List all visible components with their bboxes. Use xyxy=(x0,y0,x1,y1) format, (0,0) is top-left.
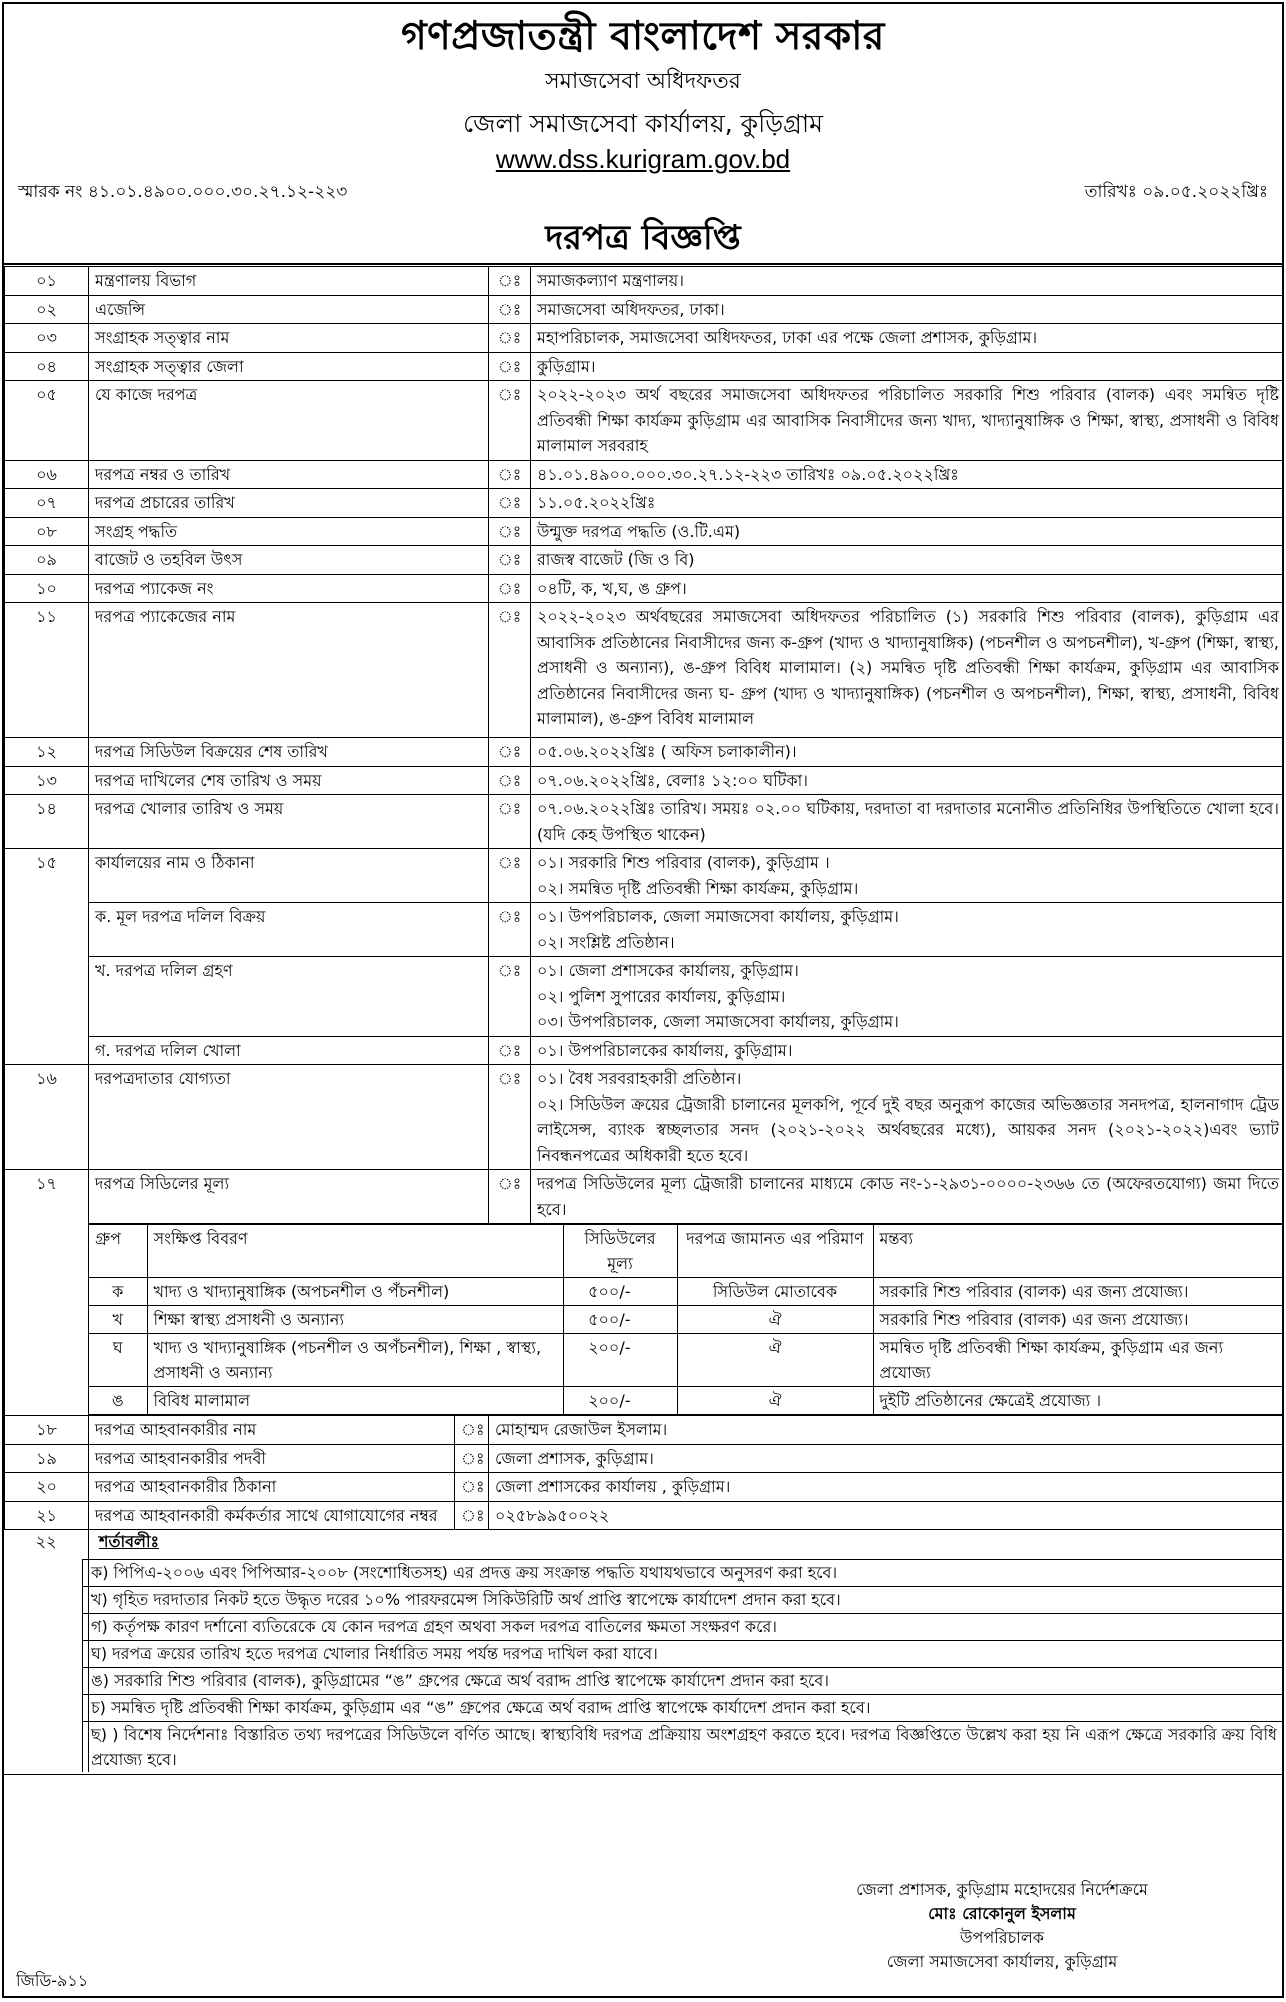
row-colon: ঃ xyxy=(489,795,531,849)
row-colon: ঃ xyxy=(489,460,531,489)
government-title: গণপ্রজাতন্ত্রী বাংলাদেশ সরকার xyxy=(401,14,885,59)
group-deposit: ঐ xyxy=(677,1306,873,1334)
tender-details-table xyxy=(4,266,1284,1416)
row-colon: ঃ xyxy=(489,295,531,324)
tender-notice-page xyxy=(2,2,1284,1998)
row-value: উন্মুক্ত দরপত্র পদ্ধতি (ও.টি.এম) xyxy=(531,517,1285,546)
row-colon: ঃ xyxy=(489,267,531,296)
row-label: দরপত্র আহবানকারীর ঠিকানা xyxy=(89,1473,455,1502)
row-value: ০২৫৮৯৯৫০০২২ xyxy=(489,1501,1285,1530)
divider xyxy=(4,263,1282,265)
row-colon: ঃ xyxy=(489,738,531,767)
row-serial: ১২ xyxy=(5,738,89,767)
row-label: দরপত্র প্যাকেজ নং xyxy=(89,574,489,603)
row-value: ২০২২-২০২৩ অর্থ বছরের সমাজসেবা অধিদফতর পরিচালিত সরকারি শিশু পরিবার (বালক) এবং সমন্বিত দৃষ্টি প্রতিবন্ধী শিক্ষা কার্যক্রম কুড়িগ্রাম এর আবাসিক নিবাসীদের জন্য খাদ্য, খাদ্যানুষাঙ্গিক ও শিক্ষা, স্বাস্থ্য, প্রসাধনী ও বিবিধ মালামাল সরবরাহ xyxy=(531,381,1285,461)
table-row xyxy=(5,295,1285,324)
group-description: খাদ্য ও খাদ্যানুষাঙ্গিক (অপচনশীল ও পঁচনশীল) xyxy=(147,1278,563,1306)
row-serial: ০৭ xyxy=(5,489,89,518)
row-colon: ঃ xyxy=(489,903,531,957)
row-value xyxy=(531,903,1285,957)
value-line: ০৩। উপপরিচালক, জেলা সমাজসেবা কার্যালয়, কুড়িগ্রাম। xyxy=(537,1012,899,1031)
row-colon: ঃ xyxy=(455,1444,489,1473)
row-serial: ১৩ xyxy=(5,766,89,795)
table-row xyxy=(5,795,1285,849)
row-label: দরপত্র আহবানকারীর পদবী xyxy=(89,1444,455,1473)
row-label: বাজেট ও তহবিল উৎস xyxy=(89,546,489,575)
group-header-row xyxy=(89,1225,1284,1278)
conditions-list xyxy=(82,1559,1284,1772)
group-remark: সরকারি শিশু পরিবার (বালক) এর জন্য প্রযোজ্য। xyxy=(873,1306,1284,1334)
row-label: দরপত্র প্যাকেজের নাম xyxy=(89,603,489,738)
gd-number: জিডি-৯১১ xyxy=(16,1971,89,1990)
row-value: ২০২২-২০২৩ অর্থবছরের সমাজসেবা অধিদফতর পরিচালিত (১) সরকারি শিশু পরিবার (বালক), কুড়িগ্রাম এর আবাসিক প্রতিষ্ঠানের নিবাসীদের জন্য ক-গ্রুপ (খাদ্য ও খাদ্যানুষাঙ্গিক) (পচনশীল ও অপচনশীল), খ-গ্রুপ (শিক্ষা, স্বাস্থ্য, প্রসাধনী ও অন্যান্য), ঙ-গ্রুপ বিবিধ মালামাল। (২) সমন্বিত দৃষ্টি প্রতিবন্ধী শিক্ষা কার্যক্রম, কুড়িগ্রাম এর আবাসিক প্রতিষ্ঠানের নিবাসীদের জন্য ঘ- গ্রুপ (খাদ্য ও খাদ্যানুষাঙ্গিক) (পচনশীল ও অপচনশীল), শিক্ষা, স্বাস্থ্য, প্রসাধনী, বিবিধ মালামাল), ঙ-গ্রুপ বিবিধ মালামাল xyxy=(531,603,1285,738)
row-label: দরপত্র খোলার তারিখ ও সময় xyxy=(89,795,489,849)
signatory-office: জেলা সমাজসেবা কার্যালয়, কুড়িগ্রাম xyxy=(886,1952,1118,1971)
row-serial: ০২ xyxy=(5,295,89,324)
value-line: ০১। জেলা প্রশাসকের কার্যালয়, কুড়িগ্রাম। xyxy=(537,961,799,980)
condition-item: খ) গৃহিত দরদাতার নিকট হতে উদ্ধৃত দরের ১০% পারফরমেন্স সিকিউরিটি অর্থ প্রাপ্তি স্বাপেক্ষে কার্যাদেশ প্রদান করা হবে। xyxy=(83,1586,1284,1613)
row-value xyxy=(531,849,1285,903)
group-remark: সমন্বিত দৃষ্টি প্রতিবন্ধী শিক্ষা কার্যক্রম, কুড়িগ্রাম এর জন্য প্রযোজ্য xyxy=(873,1334,1284,1387)
row-colon: ঃ xyxy=(489,546,531,575)
signatory-designation: উপপরিচালক xyxy=(960,1928,1044,1947)
value-line: ০১। উপপরিচালকের কার্যালয়, কুড়িগ্রাম। xyxy=(537,1040,793,1060)
row-value: ০৭.০৬.২০২২খ্রিঃ, বেলাঃ ১২:০০ ঘটিকা। xyxy=(531,766,1285,795)
row-serial: ১৫ xyxy=(5,849,89,1065)
table-row xyxy=(5,849,1285,903)
signature-block xyxy=(792,1878,1212,1974)
row-serial: ২০ xyxy=(5,1473,89,1502)
conditions-section xyxy=(4,1529,1284,1775)
row-colon: ঃ xyxy=(455,1501,489,1530)
group-code: ঙ xyxy=(89,1387,147,1415)
row-value: দরপত্র সিডিউলের মূল্য ট্রেজারী চালানের মাধ্যমে কোড নং-১-২৯৩১-০০০০-২৩৬৬ তে (অফেরতযোগ্য) জমা দিতে হবে। xyxy=(531,1170,1285,1224)
row-value: কুড়িগ্রাম। xyxy=(531,352,1285,381)
schedule-price-table xyxy=(89,1224,1284,1415)
memo-number: স্মারক নং ৪১.০১.৪৯০০.০০০.৩০.২৭.১২-২২৩ xyxy=(18,182,348,202)
value-line: ০২। পুলিশ সুপারের কার্যালয়, কুড়িগ্রাম। xyxy=(537,986,786,1006)
row-label: দরপত্র সিডিউল বিক্রয়ের শেষ তারিখ xyxy=(89,738,489,767)
condition-item: ক) পিপিএ-২০০৬ এবং পিপিআর-২০০৮ (সংশোধিতসহ) এর প্রদত্ত ক্রয় সংক্রান্ত পদ্ধতি যথাযথভাবে অনুসরণ করা হবে। xyxy=(83,1559,1284,1586)
row-value: ০৫.০৬.২০২২খ্রিঃ ( অফিস চলাকালীন)। xyxy=(531,738,1285,767)
table-row xyxy=(5,352,1285,381)
row-value: রাজস্ব বাজেট (জি ও বি) xyxy=(531,546,1285,575)
row-label: সংগ্রহ পদ্ধতি xyxy=(89,517,489,546)
row-serial: ১৪ xyxy=(5,795,89,849)
row-colon: ঃ xyxy=(489,352,531,381)
group-description: শিক্ষা স্বাস্থ্য প্রসাধনী ও অন্যান্য xyxy=(147,1306,563,1334)
group-deposit: সিডিউল মোতাবেক xyxy=(677,1278,873,1306)
table-row xyxy=(5,460,1285,489)
row-serial: ০৬ xyxy=(5,460,89,489)
row-colon: ঃ xyxy=(489,1170,531,1224)
table-row xyxy=(5,1036,1285,1065)
row-value xyxy=(531,1065,1285,1170)
group-table-cell xyxy=(89,1224,1285,1416)
table-row xyxy=(5,267,1285,296)
condition-item: চ) সমন্বিত দৃষ্টি প্রতিবন্ধী শিক্ষা কার্যক্রম, কুড়িগ্রাম এর “ঙ” গ্রুপের ক্ষেত্রে অর্থ বরাদ্দ প্রাপ্তি স্বাপেক্ষে কার্যাদেশ প্রদান করা হবে। xyxy=(83,1694,1284,1721)
row-value: ১১.০৫.২০২২খ্রিঃ xyxy=(531,489,1285,518)
table-row xyxy=(5,1170,1285,1224)
row-colon: ঃ xyxy=(489,517,531,546)
row-colon: ঃ xyxy=(489,574,531,603)
row-label: এজেন্সি xyxy=(89,295,489,324)
value-line: ০২। সংশ্লিষ্ট প্রতিষ্ঠান। xyxy=(537,932,675,952)
row-serial: ০৯ xyxy=(5,546,89,575)
row-serial: ২১ xyxy=(5,1501,89,1530)
tender-caller-table xyxy=(4,1415,1284,1530)
value-line: ০২। সমন্বিত দৃষ্টি প্রতিবন্ধী শিক্ষা কার্যক্রম, কুড়িগ্রাম। xyxy=(537,878,859,898)
row-serial: ১৬ xyxy=(5,1065,89,1170)
row-label: দরপত্র প্রচারের তারিখ xyxy=(89,489,489,518)
group-deposit: ঐ xyxy=(677,1334,873,1387)
group-column-header: সিডিউলের মূল্য xyxy=(563,1225,677,1278)
table-row xyxy=(5,903,1285,957)
row-label: দরপত্র আহবানকারী কর্মকর্তার সাথে যোগাযোগের নম্বর xyxy=(89,1501,455,1530)
table-row xyxy=(5,324,1285,353)
row-value: সমাজকল্যাণ মন্ত্রণালয়। xyxy=(531,267,1285,296)
signature-directive: জেলা প্রশাসক, কুড়িগ্রাম মহোদয়ের নির্দেশক্রমে xyxy=(856,1880,1148,1899)
row-value: ৪১.০১.৪৯০০.০০০.৩০.২৭.১২-২২৩ তারিখঃ ০৯.০৫.২০২২খ্রিঃ xyxy=(531,460,1285,489)
row-serial: ১১ xyxy=(5,603,89,738)
table-row xyxy=(5,1473,1285,1502)
row-serial: ০৮ xyxy=(5,517,89,546)
group-column-header: দরপত্র জামানত এর পরিমাণ xyxy=(677,1225,873,1278)
row-serial: ১৯ xyxy=(5,1444,89,1473)
table-row xyxy=(5,957,1285,1037)
group-code: ঘ xyxy=(89,1334,147,1387)
group-schedule-price: ২০০/- xyxy=(563,1387,677,1415)
department-name: সমাজসেবা অধিদফতর xyxy=(545,69,741,94)
table-row xyxy=(5,1065,1285,1170)
row-colon: ঃ xyxy=(489,603,531,738)
group-code: ক xyxy=(89,1278,147,1306)
signatory-name: মোঃ রোকোনুল ইসলাম xyxy=(928,1904,1076,1923)
row-serial: ০১ xyxy=(5,267,89,296)
table-row xyxy=(5,546,1285,575)
row-value: জেলা প্রশাসকের কার্যালয় , কুড়িগ্রাম। xyxy=(489,1473,1285,1502)
row-colon: ঃ xyxy=(455,1473,489,1502)
row-label: সংগ্রাহক সত্ত্বার নাম xyxy=(89,324,489,353)
table-row xyxy=(5,738,1285,767)
row-label: খ. দরপত্র দলিল গ্রহণ xyxy=(89,957,489,1037)
row-serial: ১০ xyxy=(5,574,89,603)
row-colon: ঃ xyxy=(489,1065,531,1170)
row-serial: ০৩ xyxy=(5,324,89,353)
row-colon: ঃ xyxy=(489,849,531,903)
conditions-title: শর্তাবলীঃ xyxy=(99,1532,160,1551)
row-colon: ঃ xyxy=(489,381,531,461)
table-row xyxy=(5,574,1285,603)
table-row xyxy=(5,1444,1285,1473)
row-label: সংগ্রাহক সত্ত্বার জেলা xyxy=(89,352,489,381)
row-label: দরপত্র দাখিলের শেষ তারিখ ও সময় xyxy=(89,766,489,795)
value-line: ০১। সরকারি শিশু পরিবার (বালক), কুড়িগ্রাম । xyxy=(537,853,830,872)
condition-item: গ) কর্তৃপক্ষ কারণ দর্শানো ব্যতিরেকে যে কোন দরপত্র গ্রহণ অথবা সকল দরপত্র বাতিলের ক্ষমতা সংক্ষরণ করে। xyxy=(83,1613,1284,1640)
condition-item: ঙ) সরকারি শিশু পরিবার (বালক), কুড়িগ্রামের “ঙ” গ্রুপের ক্ষেত্রে অর্থ বরাদ্দ প্রাপ্তি স্বাপেক্ষে কার্যাদেশ প্রদান করা হবে। xyxy=(83,1667,1284,1694)
row-colon: ঃ xyxy=(489,1036,531,1065)
conditions-serial: ২২ xyxy=(35,1532,57,1551)
row-label: কার্যালয়ের নাম ও ঠিকানা xyxy=(89,849,489,903)
table-row xyxy=(5,603,1285,738)
group-row xyxy=(89,1334,1284,1387)
group-code: খ xyxy=(89,1306,147,1334)
row-value: মোহাম্মদ রেজাউল ইসলাম। xyxy=(489,1416,1285,1445)
row-colon: ঃ xyxy=(489,324,531,353)
row-colon: ঃ xyxy=(455,1416,489,1445)
table-row xyxy=(5,517,1285,546)
office-name: জেলা সমাজসেবা কার্যালয়, কুড়িগ্রাম xyxy=(462,109,823,138)
condition-item: ঘ) দরপত্র ক্রয়ের তারিখ হতে দরপত্র খোলার নির্ধারিত সময় পর্যন্ত দরপত্র দাখিল করা যাবে। xyxy=(83,1640,1284,1667)
website-link[interactable]: www.dss.kurigram.gov.bd xyxy=(495,144,791,174)
row-colon: ঃ xyxy=(489,489,531,518)
row-colon: ঃ xyxy=(489,957,531,1037)
row-label: গ. দরপত্র দলিল খোলা xyxy=(89,1036,489,1065)
row-label: ক. মূল দরপত্র দলিল বিক্রয় xyxy=(89,903,489,957)
table-row xyxy=(5,766,1285,795)
row-serial: ০৪ xyxy=(5,352,89,381)
group-schedule-price: ৫০০/- xyxy=(563,1278,677,1306)
group-column-header: সংক্ষিপ্ত বিবরণ xyxy=(147,1225,563,1278)
group-description: বিবিধ মালামাল xyxy=(147,1387,563,1415)
row-value xyxy=(531,957,1285,1037)
table-row xyxy=(5,1501,1285,1530)
row-value: ০৭.০৬.২০২২খ্রিঃ তারিখ। সময়ঃ ০২.০০ ঘটিকায়, দরদাতা বা দরদাতার মনোনীত প্রতিনিধির উপস্থিতিতে খোলা হবে। (যদি কেহ উপস্থিত থাকেন) xyxy=(531,795,1285,849)
value-line: ০১। উপপরিচালক, জেলা সমাজসেবা কার্যালয়, কুড়িগ্রাম। xyxy=(537,907,899,926)
value-line: ০১। বৈধ সরবরাহকারী প্রতিষ্ঠান। xyxy=(537,1069,742,1088)
group-schedule-price: ৫০০/- xyxy=(563,1306,677,1334)
group-remark: সরকারি শিশু পরিবার (বালক) এর জন্য প্রযোজ্য। xyxy=(873,1278,1284,1306)
notice-title: দরপত্র বিজ্ঞপ্তি xyxy=(545,218,741,258)
row-label: দরপত্রদাতার যোগ্যতা xyxy=(89,1065,489,1170)
row-label: দরপত্র সিডিলের মূল্য xyxy=(89,1170,489,1224)
group-schedule-price: ২০০/- xyxy=(563,1334,677,1387)
row-label: মন্ত্রণালয় বিভাগ xyxy=(89,267,489,296)
row-label: দরপত্র আহবানকারীর নাম xyxy=(89,1416,455,1445)
group-deposit: ঐ xyxy=(677,1387,873,1415)
group-row xyxy=(89,1387,1284,1415)
value-line: ০২। সিডিউল ক্রয়ের ট্রেজারী চালানের মূলকপি, পূর্বে দুই বছর অনুরূপ কাজের অভিজ্ঞতার সনদপত্র, হালনাগাদ ট্রেড লাইসেন্স, ব্যাংক স্বচ্ছলতার সনদ (২০২১-২০২২ অর্থবছরের মধ্যে), আয়কর সনদ (২০২১-২০২২)এবং ভ্যাট নিবন্ধনপত্রের অধিকারী হতে হবে। xyxy=(537,1094,1279,1165)
row-serial: ১৮ xyxy=(5,1416,89,1445)
table-row xyxy=(5,1416,1285,1445)
row-serial: ১৭ xyxy=(5,1170,89,1416)
row-serial: ০৫ xyxy=(5,381,89,461)
row-colon: ঃ xyxy=(489,766,531,795)
row-value: জেলা প্রশাসক, কুড়িগ্রাম। xyxy=(489,1444,1285,1473)
row-label: যে কাজে দরপত্র xyxy=(89,381,489,461)
group-column-header: মন্তব্য xyxy=(873,1225,1284,1278)
notice-date: তারিখঃ ০৯.০৫.২০২২খ্রিঃ xyxy=(1084,182,1268,202)
group-description: খাদ্য ও খাদ্যানুষাঙ্গিক (পচনশীল ও অপঁচনশীল), শিক্ষা , স্বাস্থ্য, প্রসাধনী ও অন্যান্য xyxy=(147,1334,563,1387)
table-row xyxy=(5,489,1285,518)
condition-item: ছ) ) বিশেষ নির্দেশনাঃ বিস্তারিত তথ্য দরপত্রের সিডিউলে বর্ণিত আছে। স্বাস্থ্যবিধি দরপত্র প্রক্রিয়ায় অংশগ্রহণ করতে হবে। দরপত্র বিজ্ঞপ্তিতে উল্লেখ করা হয় নি এরূপ ক্ষেত্রে সরকারি ক্রয় বিধি প্রযোজ্য হবে। xyxy=(83,1721,1284,1772)
row-value: সমাজসেবা অধিদফতর, ঢাকা। xyxy=(531,295,1285,324)
row-value: ০৪টি, ক, খ,ঘ, ঙ গ্রুপ। xyxy=(531,574,1285,603)
row-label: দরপত্র নম্বর ও তারিখ xyxy=(89,460,489,489)
group-row xyxy=(89,1278,1284,1306)
group-table-row xyxy=(5,1224,1285,1416)
row-value xyxy=(531,1036,1285,1065)
group-remark: দুইটি প্রতিষ্ঠানের ক্ষেত্রেই প্রযোজ্য । xyxy=(873,1387,1284,1415)
group-column-header: গ্রুপ xyxy=(89,1225,147,1278)
row-value: মহাপরিচালক, সমাজসেবা অধিদফতর, ঢাকা এর পক্ষে জেলা প্রশাসক, কুড়িগ্রাম। xyxy=(531,324,1285,353)
group-row xyxy=(89,1306,1284,1334)
table-row xyxy=(5,381,1285,461)
